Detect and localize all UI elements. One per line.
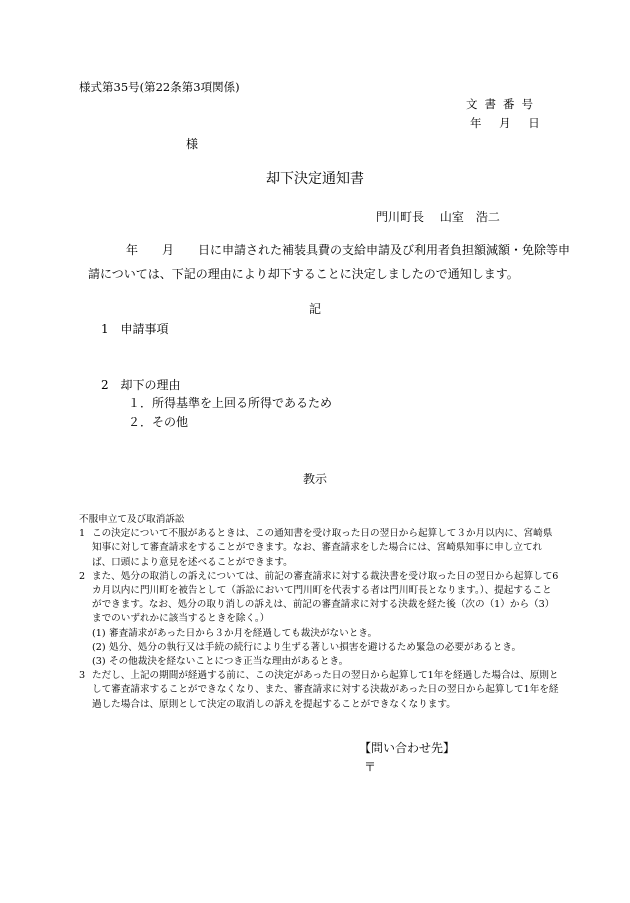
addressee-suffix: 様 [186,137,199,151]
notes-subitem [79,641,559,655]
item-number: 3 [79,670,86,682]
document-number-label: 文書番号 [466,97,540,111]
appeal-notes [79,513,559,712]
item-number: 2 [79,570,86,582]
notes-item [79,669,559,712]
section-number: 1 [101,322,109,336]
notes-item [79,527,559,570]
section-number: 2 [101,378,109,392]
section-application-items [101,320,168,337]
section-label: 申請事項 [120,322,169,336]
section-rejection-reason [101,376,180,393]
item-number: 1 [79,528,86,540]
subitem-number: (3) [92,656,106,668]
reason-item: １．所得基準を上回る所得であるため [128,396,333,410]
instruction-heading: 教示 [302,472,327,486]
subitem-text: その他裁決を経ないことにつき正当な理由があるとき。 [109,656,349,668]
issuer: 門川町長 山室 浩二 [376,210,500,224]
item-text: また、処分の取消しの訴えについては、前記の審査請求に対する裁決書を受け取った日の翌日から起算して6カ月以内に門川町を被告として（訴訟において門川町を代表する者は門川町長となります。）、提起することができます。なお、処分の取り消しの訴えは、前記の審査請求に対する決裁を経た後（次の（1）から（3）までのいずれかに該当するときを除く。） [92,570,559,625]
postal-mark: 〒 [364,760,377,774]
notes-subitem [79,627,559,641]
subitem-text: 審査請求があった日から３か月を経過しても裁決がないとき。 [109,627,378,639]
notes-heading: 不服申立て及び取消訴訟 [79,514,185,525]
subitem-text: 処分、処分の執行又は手続の続行により生ずる著しい損害を避けるため緊急の必要があるとき。 [109,641,522,653]
date-line: 年 月 日 [470,116,540,130]
subitem-number: (2) [92,641,106,653]
document-title: 却下決定通知書 [266,171,364,187]
notes-item [79,570,559,627]
item-text: この決定について不服があるときは、この通知書を受け取った日の翌日から起算して３か月以内に、宮崎県知事に対して審査請求をすることができます。なお、審査請求をした場合には、宮崎県知事に申し立てれば、口頭により意見を述べることができます。 [92,528,553,568]
subitem-number: (1) [92,627,106,639]
contact-label: 【問い合わせ先】 [359,741,456,755]
notes-subitem [79,655,559,669]
reason-item: ２．その他 [128,415,189,429]
section-label: 却下の理由 [120,378,181,392]
body-paragraph: 年 月 日に申請された補装具費の支給申請及び利用者負担額減額・免除等申請については、下記の理由により却下することに決定しましたので通知します。 [88,243,571,281]
item-text: ただし、上記の期間が経過する前に、この決定があった日の翌日から起算して1年を経過した場合は、原則として審査請求することができなくなり、また、審査請求に対する決裁があった日の翌日から起算して1年を経過した場合は、原則として決定の取消しの訴えを提起することができなくなります。 [92,670,559,710]
ki-heading: 記 [308,302,321,316]
form-number: 様式第35号(第22条第3項関係) [79,80,240,94]
